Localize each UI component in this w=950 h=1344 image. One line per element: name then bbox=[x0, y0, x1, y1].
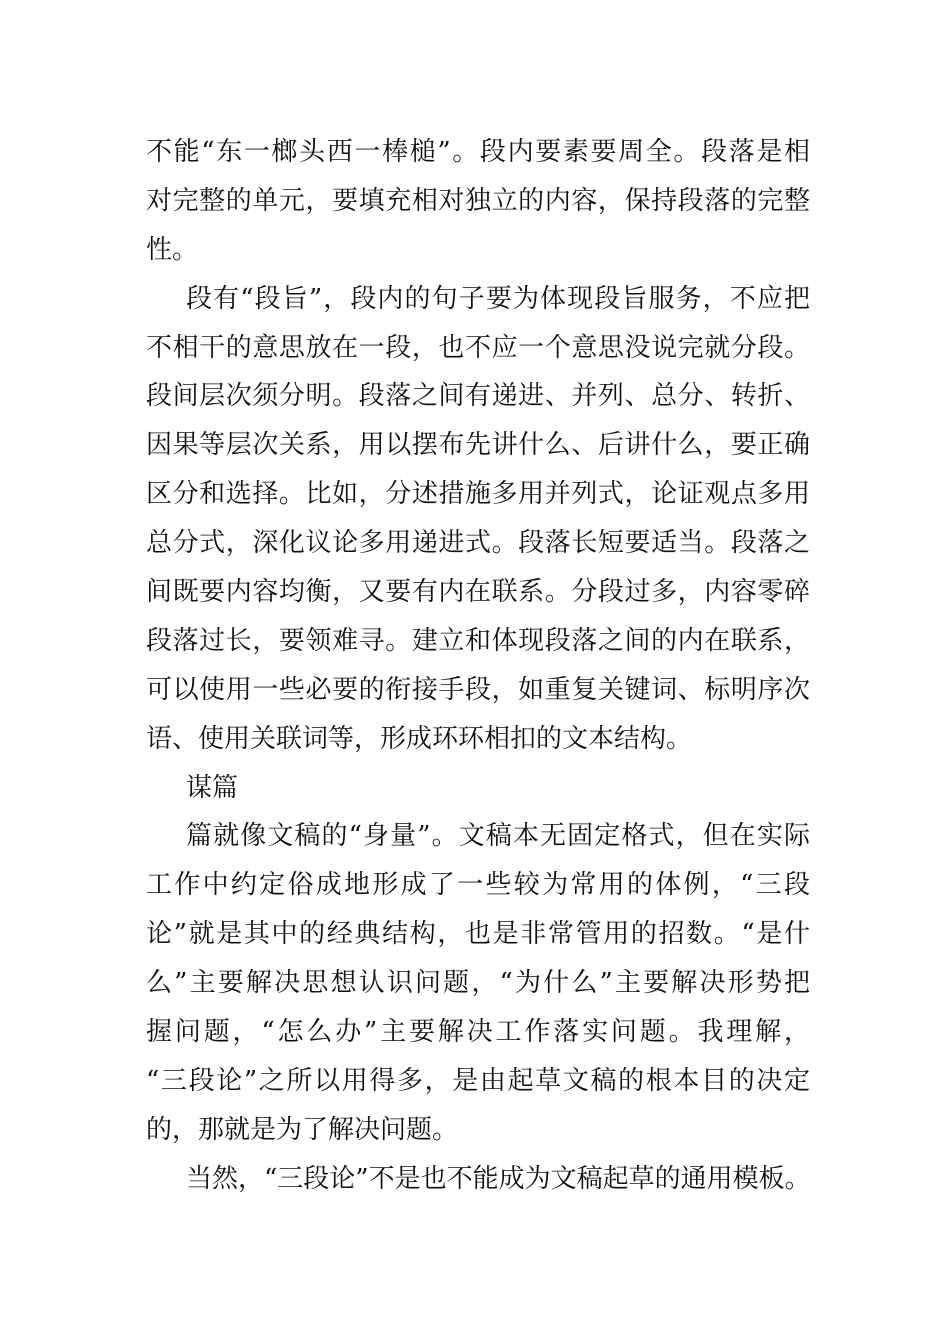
text-line: 不相干的意思放在一段，也不应一个意思没说完就分段。 bbox=[146, 332, 810, 363]
text-line: 工作中约定俗成地形成了一些较为常用的体例，“三段 bbox=[146, 870, 810, 901]
text-line: 握问题，“怎么办”主要解决工作落实问题。我理解， bbox=[146, 1017, 810, 1048]
text-line: 篇就像文稿的“身量”。文稿本无固定格式，但在实际 bbox=[186, 821, 810, 852]
text-line: 因果等层次关系，用以摆布先讲什么、后讲什么，要正确 bbox=[146, 430, 810, 461]
text-line: 间既要内容均衡，又要有内在联系。分段过多，内容零碎 bbox=[146, 577, 810, 608]
text-line: 的，那就是为了解决问题。 bbox=[146, 1114, 459, 1145]
text-line: 么”主要解决思想认识问题，“为什么”主要解决形势把 bbox=[146, 968, 810, 999]
text-line: 区分和选择。比如，分述措施多用并列式，论证观点多用 bbox=[146, 479, 810, 510]
text-line: 当然，“三段论”不是也不能成为文稿起草的通用模板。 bbox=[186, 1163, 811, 1194]
text-line: “三段论”之所以用得多，是由起草文稿的根本目的决定 bbox=[146, 1065, 810, 1096]
text-line: 可以使用一些必要的衔接手段，如重复关键词、标明序次 bbox=[146, 674, 810, 705]
text-line: 语、使用关联词等，形成环环相扣的文本结构。 bbox=[146, 723, 693, 754]
text-line: 段有“段旨”，段内的句子要为体现段旨服务，不应把 bbox=[186, 283, 810, 314]
text-line: 段落过长，要领难寻。建立和体现段落之间的内在联系， bbox=[146, 625, 810, 656]
text-line: 段间层次须分明。段落之间有递进、并列、总分、转折、 bbox=[146, 381, 810, 412]
section-heading: 谋篇 bbox=[186, 772, 239, 803]
text-line: 总分式，深化议论多用递进式。段落长短要适当。段落之 bbox=[146, 528, 810, 559]
text-line: 论”就是其中的经典结构，也是非常管用的招数。“是什 bbox=[146, 919, 810, 950]
text-line: 对完整的单元，要填充相对独立的内容，保持段落的完整 bbox=[146, 185, 810, 216]
text-line: 性。 bbox=[146, 234, 199, 265]
document-body bbox=[146, 128, 810, 1204]
text-line: 不能“东一榔头西一棒槌”。段内要素要周全。段落是相 bbox=[146, 137, 810, 167]
